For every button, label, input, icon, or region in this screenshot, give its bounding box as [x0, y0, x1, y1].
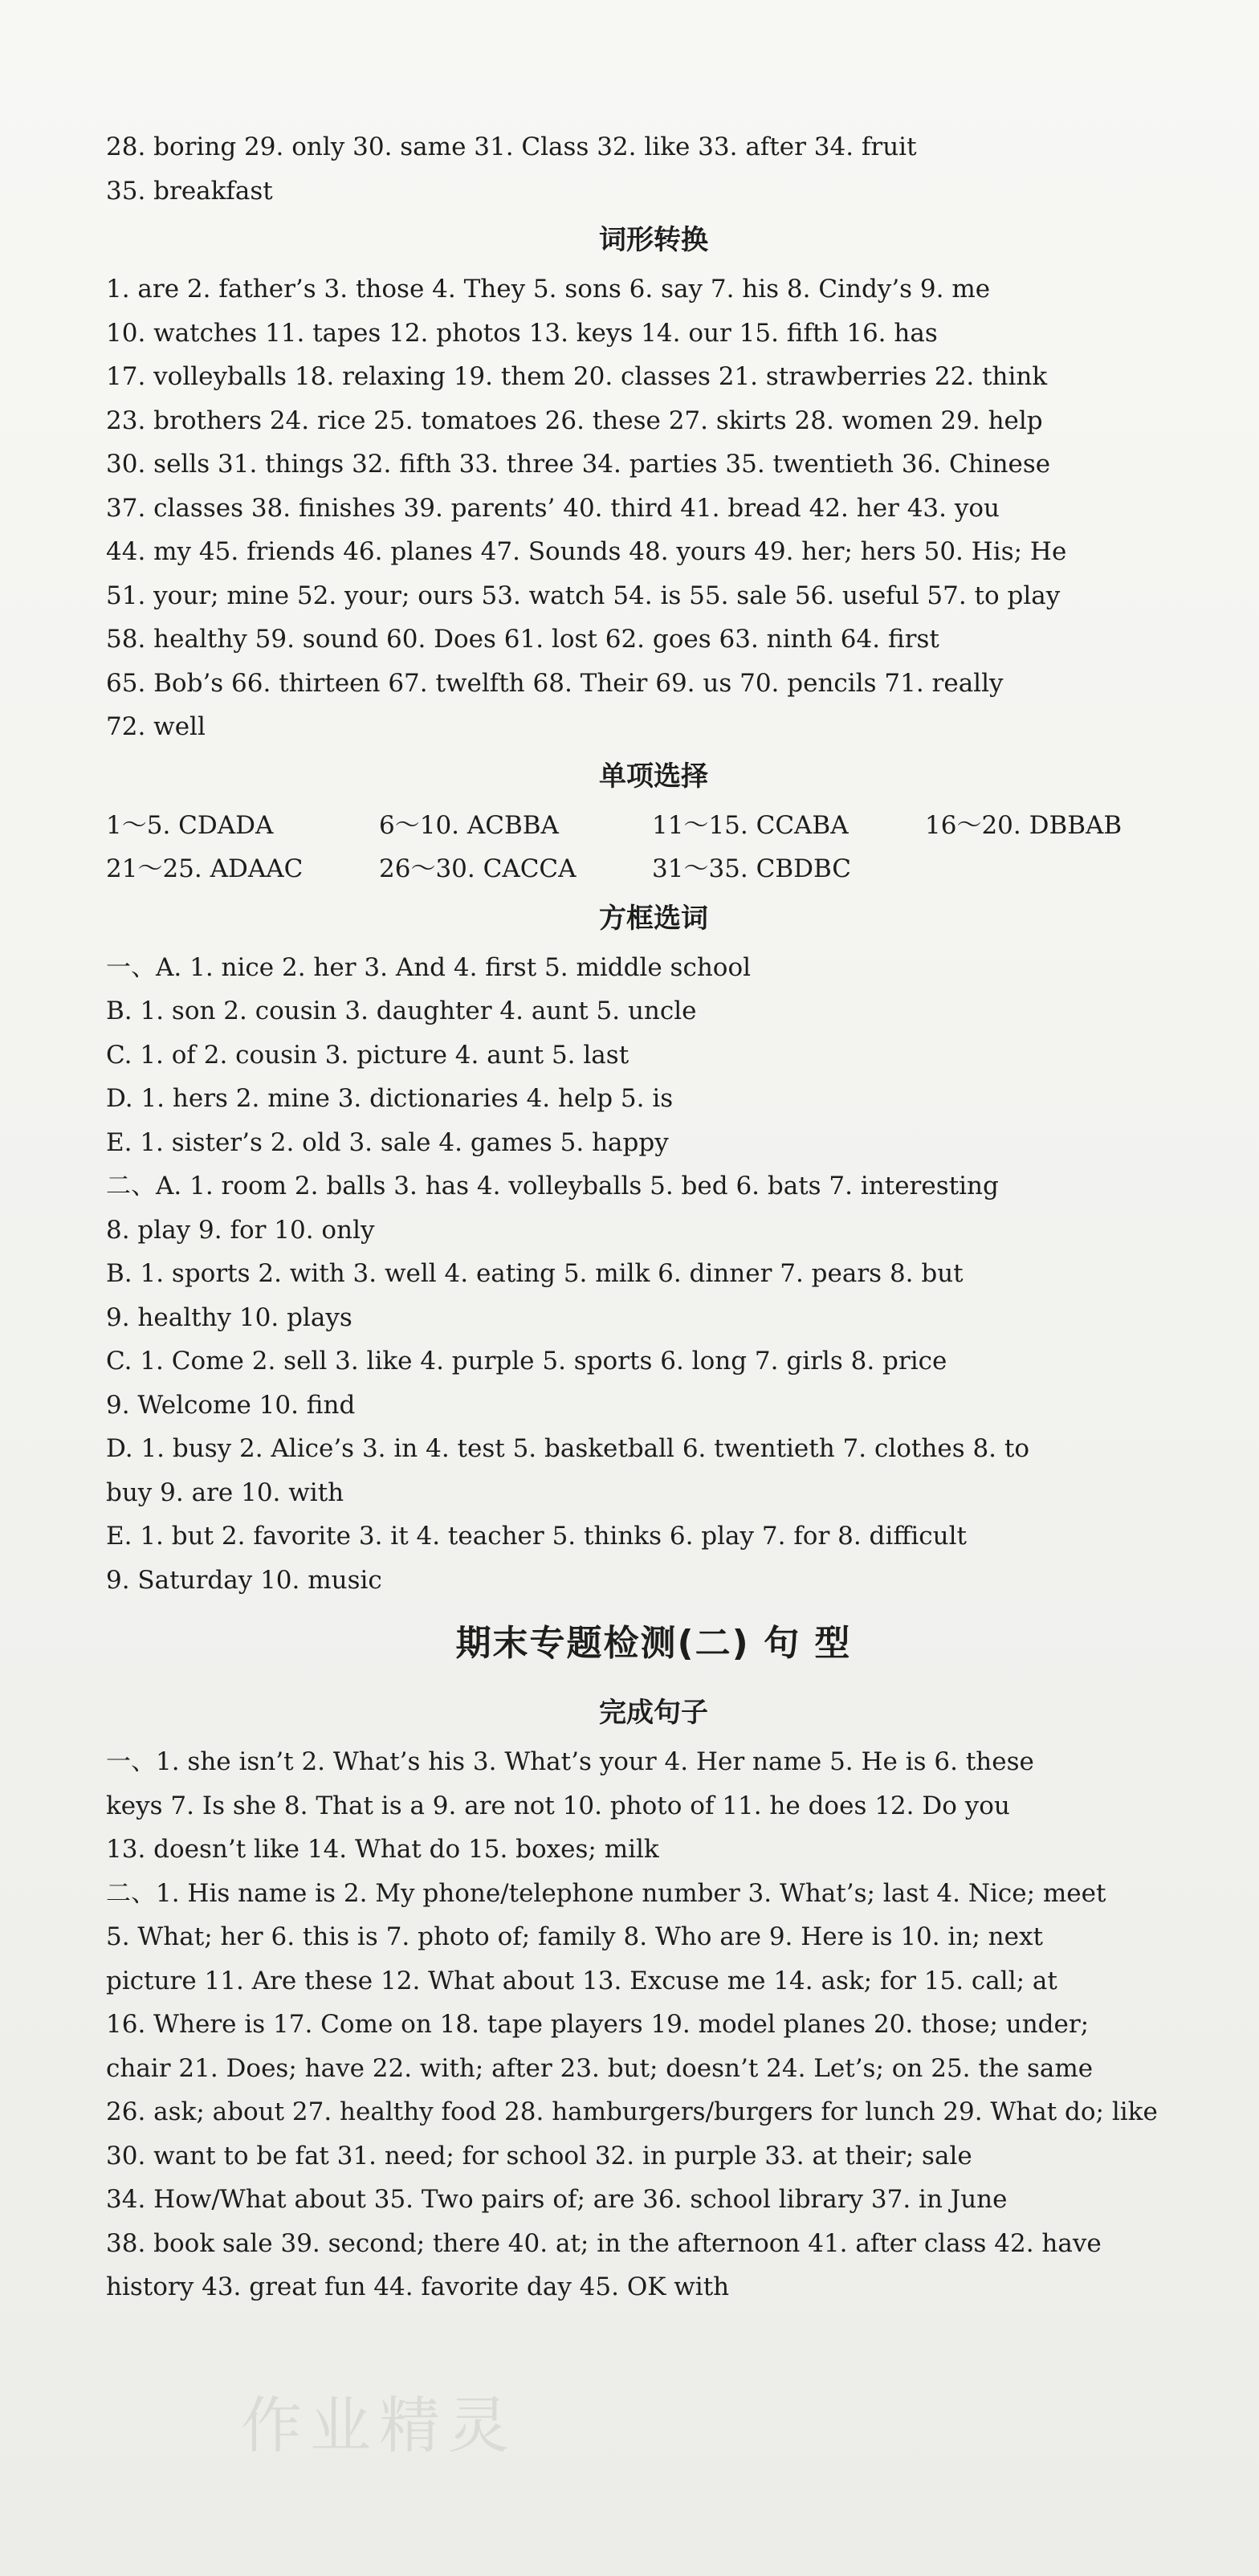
answer-line: buy 9. are 10. with — [106, 1478, 344, 1507]
answer-line: 65. Bob’s 66. thirteen 67. twelfth 68. Their 69. us 70. pencils 71. really — [106, 668, 1004, 698]
answer-line: picture 11. Are these 12. What about 13. Excuse me 14. ask; for 15. call; at — [106, 1966, 1057, 1995]
answer-line: E. 1. sister’s 2. old 3. sale 4. games 5. happy — [106, 1127, 669, 1157]
multiple-choice-grid — [106, 804, 1201, 891]
answer-line: 38. book sale 39. second; there 40. at; in the afternoon 41. after class 42. have — [106, 2228, 1102, 2258]
answer-line: 37. classes 38. finishes 39. parents’ 40. third 41. bread 42. her 43. you — [106, 493, 1000, 523]
answer-line: keys 7. Is she 8. That is a 9. are not 10. photo of 11. he does 12. Do you — [106, 1791, 1010, 1820]
answer-line: 一、1. she isn’t 2. What’s his 3. What’s your 4. Her name 5. He is 6. these — [106, 1747, 1034, 1776]
answer-line: 二、A. 1. room 2. balls 3. has 4. volleyballs 5. bed 6. bats 7. interesting — [106, 1172, 999, 1200]
choice-group: 21～25. ADAAC — [106, 854, 304, 883]
choice-row — [106, 847, 1201, 891]
answer-line: E. 1. but 2. favorite 3. it 4. teacher 5. thinks 6. play 7. for 8. difficult — [106, 1522, 967, 1551]
answer-line: 23. brothers 24. rice 25. tomatoes 26. these 27. skirts 28. women 29. help — [106, 406, 1043, 435]
choice-group: 26～30. CACCA — [379, 854, 577, 883]
answer-line: 34. How/What about 35. Two pairs of; are 36. school library 37. in June — [106, 2185, 1008, 2214]
answer-line: 一、A. 1. nice 2. her 3. And 4. first 5. middle school — [106, 952, 752, 982]
section-title-multiple-choice: 单项选择 — [599, 760, 708, 793]
answer-line: C. 1. Come 2. sell 3. like 4. purple 5. sports 6. long 7. girls 8. price — [106, 1347, 947, 1376]
answer-line: 44. my 45. friends 46. planes 47. Sounds 48. yours 49. her; hers 50. His; He — [106, 537, 1067, 566]
answer-line: history 43. great fun 44. favorite day 45. OK with — [106, 2272, 730, 2301]
answer-line: 13. doesn’t like 14. What do 15. boxes; milk — [106, 1835, 659, 1864]
answer-line: 72. well — [106, 712, 206, 741]
answer-line: 8. play 9. for 10. only — [106, 1215, 375, 1245]
watermark: 作业精灵 — [241, 2390, 517, 2461]
answer-line: D. 1. hers 2. mine 3. dictionaries 4. help 5. is — [106, 1084, 674, 1113]
choice-group: 6～10. ACBBA — [379, 810, 559, 840]
answer-line: 9. healthy 10. plays — [106, 1302, 352, 1332]
answer-line: 5. What; her 6. this is 7. photo of; family 8. Who are 9. Here is 10. in; next — [106, 1922, 1043, 1951]
choice-group: 31～35. CBDBC — [652, 854, 852, 883]
answer-content — [106, 125, 1201, 2309]
answer-line: 二、1. His name is 2. My phone/telephone number 3. What’s; last 4. Nice; meet — [106, 1878, 1106, 1908]
complete-sentences-list — [106, 1740, 1201, 2309]
section-title-word-forms: 词形转换 — [599, 224, 708, 256]
answer-line: 58. healthy 59. sound 60. Does 61. lost 62. goes 63. ninth 64. first — [106, 625, 939, 654]
answer-line: 16. Where is 17. Come on 18. tape players 19. model planes 20. those; under; — [106, 2010, 1090, 2039]
answer-line: 26. ask; about 27. healthy food 28. hamburgers/burgers for lunch 29. What do; like — [106, 2097, 1158, 2126]
choice-row — [106, 804, 1201, 848]
word-box-list — [106, 946, 1201, 1603]
answer-line: 9. Saturday 10. music — [106, 1565, 382, 1595]
choice-group: 1～5. CDADA — [106, 810, 274, 840]
answer-line: chair 21. Does; have 22. with; after 23. but; doesn’t 24. Let’s; on 25. the same — [106, 2053, 1094, 2083]
answer-line: 30. want to be fat 31. need; for school 32. in purple 33. at their; sale — [106, 2141, 972, 2170]
answer-line: 28. boring 29. only 30. same 31. Class 32. like 33. after 34. fruit — [106, 132, 917, 161]
answer-line: D. 1. busy 2. Alice’s 3. in 4. test 5. basketball 6. twentieth 7. clothes 8. to — [106, 1434, 1030, 1463]
answer-line: 30. sells 31. things 32. fifth 33. three 34. parties 35. twentieth 36. Chinese — [106, 450, 1051, 479]
answer-line: B. 1. son 2. cousin 3. daughter 4. aunt 5. uncle — [106, 997, 697, 1025]
answer-line: 35. breakfast — [106, 176, 273, 206]
section-title-complete-sentences: 完成句子 — [599, 1697, 708, 1729]
choice-group: 11～15. CCABA — [652, 810, 849, 840]
answer-line: 51. your; mine 52. your; ours 53. watch 54. is 55. sale 56. useful 57. to play — [106, 581, 1061, 610]
word-forms-list — [106, 267, 1201, 749]
choice-group: 16～20. DBBAB — [925, 810, 1123, 840]
answer-line: 9. Welcome 10. find — [106, 1390, 356, 1420]
section-title-word-box: 方框选词 — [599, 902, 708, 935]
answer-line: B. 1. sports 2. with 3. well 4. eating 5. milk 6. dinner 7. pears 8. but — [106, 1259, 964, 1288]
chapter-title: 期末专题检测(二) 句 型 — [455, 1623, 852, 1664]
answer-line: 10. watches 11. tapes 12. photos 13. keys 14. our 15. fifth 16. has — [106, 318, 938, 348]
answer-line: 1. are 2. father’s 3. those 4. They 5. sons 6. say 7. his 8. Cindy’s 9. me — [106, 275, 991, 304]
answer-line: C. 1. of 2. cousin 3. picture 4. aunt 5. last — [106, 1040, 630, 1070]
answer-line: 17. volleyballs 18. relaxing 19. them 20. classes 21. strawberries 22. think — [106, 362, 1048, 391]
